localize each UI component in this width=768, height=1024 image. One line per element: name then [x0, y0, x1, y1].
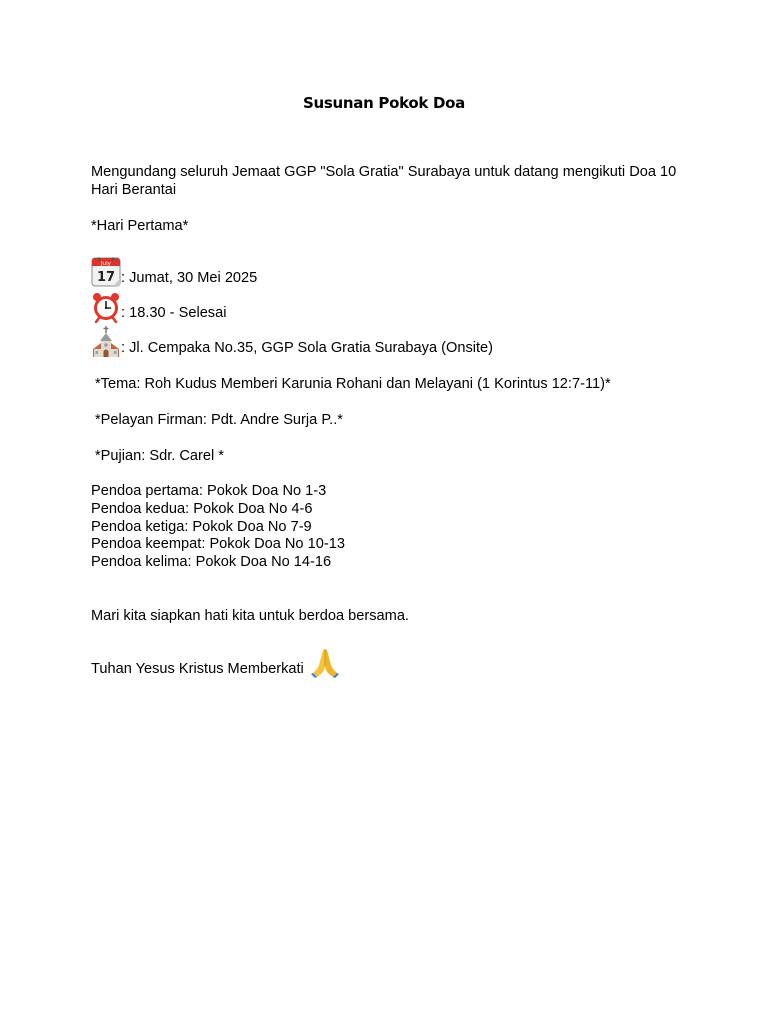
document-title: Susunan Pokok Doa: [303, 94, 465, 112]
place-row: [91, 324, 493, 358]
calendar-day-label: 17: [96, 270, 116, 285]
intro-paragraph: Mengundang seluruh Jemaat GGP "Sola Gratia" Surabaya untuk datang mengikuti Doa 10 Hari Berantai: [91, 164, 677, 198]
date-row: [91, 254, 257, 288]
day-heading: *Hari Pertama*: [91, 218, 189, 234]
list-item: Pendoa ketiga: Pokok Doa No 7-9: [91, 518, 312, 535]
blessing-text: Tuhan Yesus Kristus Memberkati: [91, 661, 304, 677]
list-item: Pendoa keempat: Pokok Doa No 10-13: [91, 536, 345, 553]
alarm-clock-icon: [91, 291, 121, 323]
blessing-line: [91, 642, 340, 678]
list-item: Pendoa kedua: Pokok Doa No 4-6: [91, 500, 313, 517]
list-item: Pendoa pertama: Pokok Doa No 1-3: [91, 483, 327, 499]
list-item: Pendoa kelima: Pokok Doa No 14-16: [91, 554, 332, 571]
prayer-assignment-list: [91, 482, 691, 571]
preacher-line: *Pelayan Firman: Pdt. Andre Surja P..*: [95, 412, 343, 428]
worship-line: *Pujian: Sdr. Carel *: [95, 448, 224, 464]
place-text: : Jl. Cempaka No.35, GGP Sola Gratia Surabaya (Onsite): [121, 340, 494, 356]
closing-invitation: Mari kita siapkan hati kita untuk berdoa bersama.: [91, 608, 409, 624]
church-icon: [91, 326, 121, 358]
theme-line: *Tema: Roh Kudus Memberi Karunia Rohani dan Melayani (1 Korintus 12:7-11)*: [95, 376, 611, 392]
folded-hands-icon: [310, 646, 340, 678]
date-text: : Jumat, 30 Mei 2025: [121, 270, 258, 286]
calendar-month-label: July: [101, 261, 111, 267]
calendar-icon: [91, 256, 121, 288]
time-text: : 18.30 - Selesai: [121, 305, 227, 321]
time-row: [91, 289, 226, 323]
